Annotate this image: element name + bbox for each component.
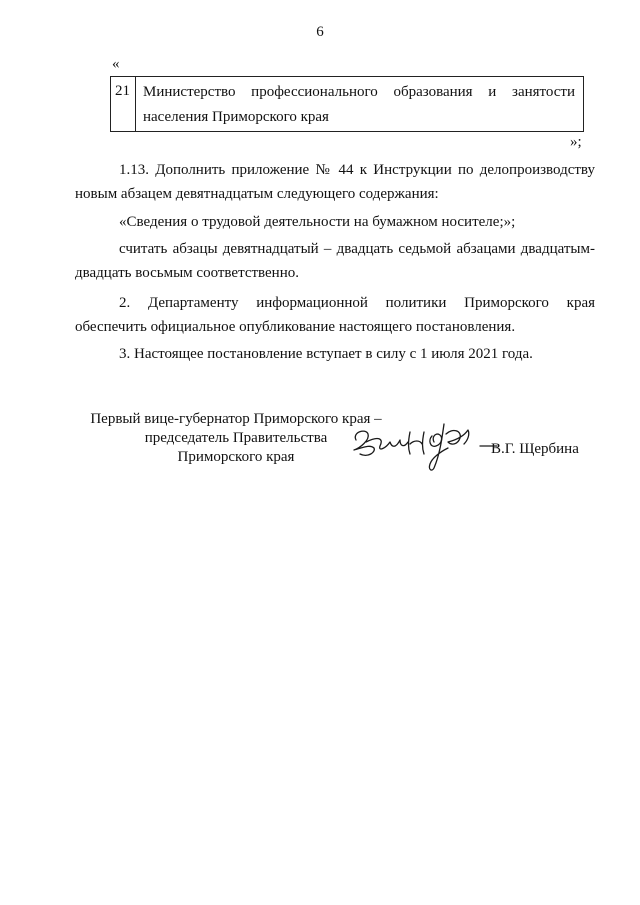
paragraph-consider-line-1: считать абзацы девятнадцатый – двадцать седьмой абзацами двадцатым- (119, 241, 595, 257)
signatory-title-line-3: Приморского края (177, 449, 295, 465)
opening-quote: « (112, 56, 120, 72)
signatory-title-line-1: Первый вице-губернатор Приморского края – (90, 411, 382, 427)
paragraph-consider-line-2: двадцать восьмым соответственно. (75, 265, 299, 281)
table-row-number: 21 (111, 77, 136, 131)
closing-quote: »; (570, 134, 582, 150)
paragraph-2-line-2: обеспечить официальное опубликование настоящего постановления. (75, 319, 516, 335)
handwritten-signature (348, 418, 498, 478)
paragraph-3: 3. Настоящее постановление вступает в силу с 1 июля 2021 года. (119, 346, 533, 362)
paragraph-1-13-line-2: новым абзацем девятнадцатым следующего содержания: (75, 186, 439, 202)
table-row-line-2: населения Приморского края (143, 109, 329, 125)
table-row (110, 76, 584, 132)
paragraph-2-line-1: 2. Департаменту информационной политики Приморского края (119, 295, 595, 311)
paragraph-consider (75, 237, 595, 285)
table-row-text (136, 77, 583, 131)
paragraph-1-13 (75, 158, 595, 206)
paragraph-quote: «Сведения о трудовой деятельности на бумажном носителе;»; (119, 214, 516, 230)
signatory-title-line-2: председатель Правительства (144, 430, 328, 446)
page-number: 6 (316, 24, 324, 40)
paragraph-2 (75, 291, 595, 339)
paragraph-1-13-line-1: 1.13. Дополнить приложение № 44 к Инструкции по делопроизводству (119, 162, 595, 178)
signatory-name: В.Г. Щербина (491, 441, 579, 457)
table-row-line-1: Министерство профессионального образования и занятости (143, 84, 575, 100)
